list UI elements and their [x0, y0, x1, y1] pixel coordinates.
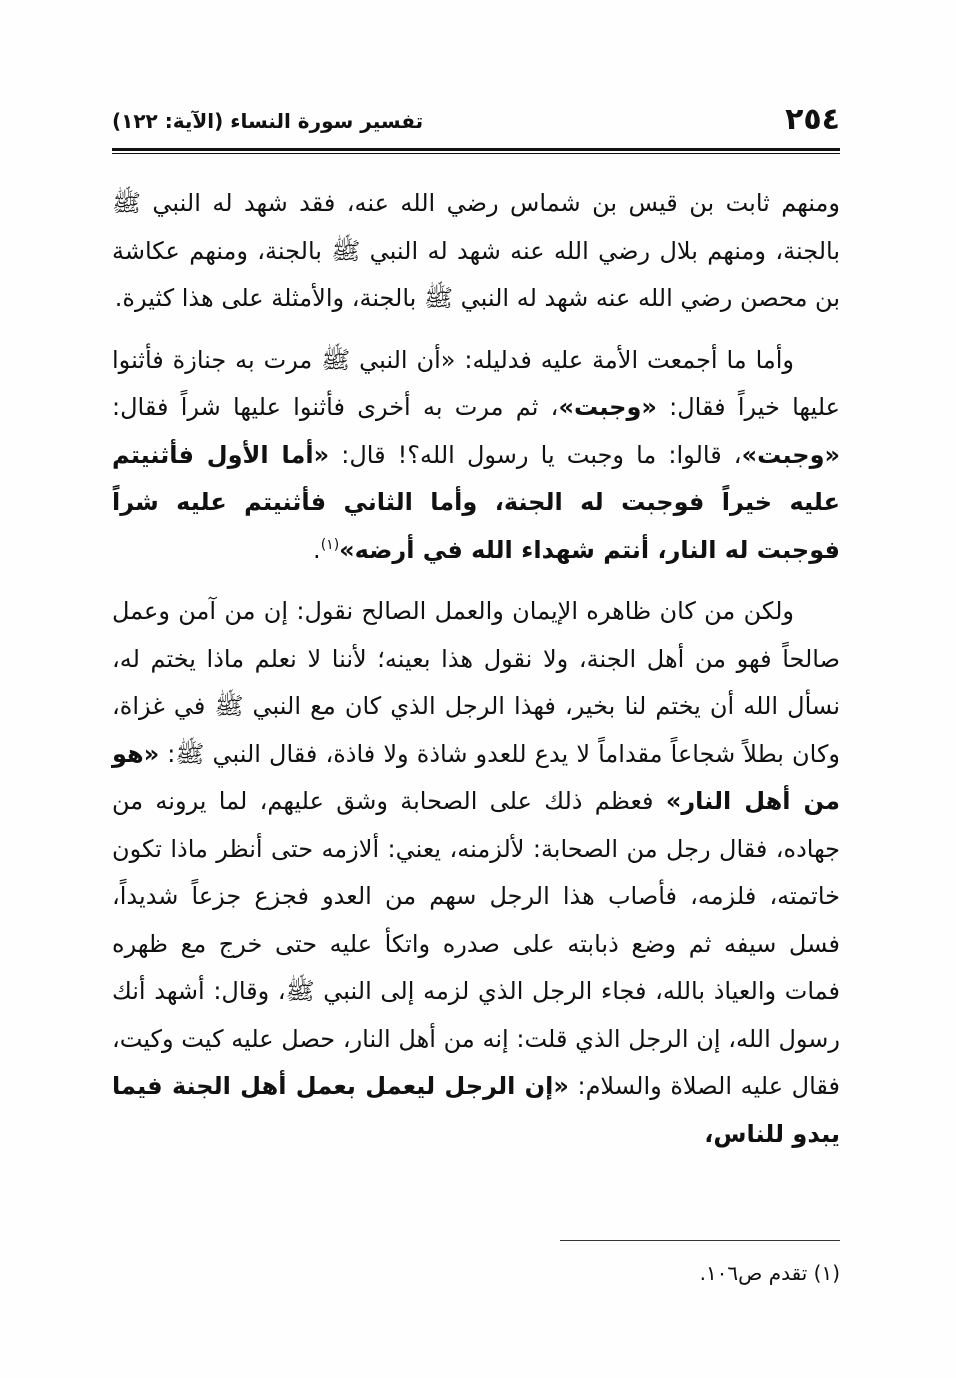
paragraph [112, 337, 840, 575]
bold-quote: «أما الأول فأثنيتم عليه خيراً فوجبت له الجنة، وأما الثاني فأثنيتم عليه شراً فوجبت له النار، أنتم شهداء الله في أرضه» [112, 440, 840, 564]
header-rule-thick [112, 148, 840, 151]
text-run: ولكن من كان ظاهره الإيمان والعمل الصالح نقول: إن من آمن وعمل صالحاً فهو من أهل الجنة، ولا نقول هذا بعينه؛ لأننا لا نعلم ماذا يختم له، نسأل الله أن يختم لنا بخير، فهذا الرجل الذي كان مع النبي ﷺ في غزاة، وكان بطلاً شجاعاً مقداماً لا يدع للعدو شاذة ولا فاذة، فقال النبي ﷺ: [112, 597, 840, 768]
footnote: (١) تقدم ص١٠٦. [699, 1261, 840, 1285]
bold-quote: «وجبت» [741, 440, 840, 469]
body-text [112, 180, 840, 1172]
footnote-separator [560, 1240, 840, 1241]
text-run: ، قالوا: ما وجبت يا رسول الله؟! قال: [329, 440, 742, 469]
running-title: تفسير سورة النساء (الآية: ١٢٢) [112, 109, 424, 133]
text-run: وأما ما أجمعت الأمة عليه فدليله: «أن النبي ﷺ مرت به جنازة فأثنوا عليها خيراً فقال: [112, 345, 840, 421]
header-rule-thin [112, 153, 840, 154]
paragraph [112, 588, 840, 1158]
bold-quote: «إن الرجل ليعمل بعمل أهل الجنة فيما يبدو للناس، [112, 1072, 840, 1148]
page-header [112, 100, 840, 144]
paragraph [112, 180, 840, 323]
page-number: ٢٥٤ [785, 102, 840, 137]
text-run: . [313, 535, 321, 564]
bold-quote: «وجبت» [558, 393, 657, 421]
text-run: ، ثم مرت به أخرى فأثنوا عليها شراً فقال: [112, 393, 559, 421]
footnote-ref: (١) [320, 536, 340, 553]
text-run: ومنهم ثابت بن قيس بن شماس رضي الله عنه، فقد شهد له النبي ﷺ بالجنة، ومنهم بلال رضي الله عنه شهد له النبي ﷺ بالجنة، ومنهم عكاشة بن محصن رضي الله عنه شهد له النبي ﷺ بالجنة، والأمثلة على هذا كثيرة. [112, 189, 840, 312]
bold-quote: «هو من أهل النار» [112, 739, 840, 815]
text-run: فعظم ذلك على الصحابة وشق عليهم، لما يرونه من جهاده، فقال رجل من الصحابة: لألزمنه، يعني: ألازمه حتى أنظر ماذا تكون خاتمته، فلزمه، فأصاب هذا الرجل سهم من العدو فجزع جزعاً شديداً، فسل سيفه ثم وضع ذبابته على صدره واتكأ عليه حتى خرج مع ظهره فمات والعياذ بالله، فجاء الرجل الذي لزمه إلى النبي ﷺ، وقال: أشهد أنك رسول الله، إن الرجل الذي قلت: إنه من أهل النار، حصل عليه كيت وكيت، فقال عليه الصلاة والسلام: [112, 787, 840, 1100]
